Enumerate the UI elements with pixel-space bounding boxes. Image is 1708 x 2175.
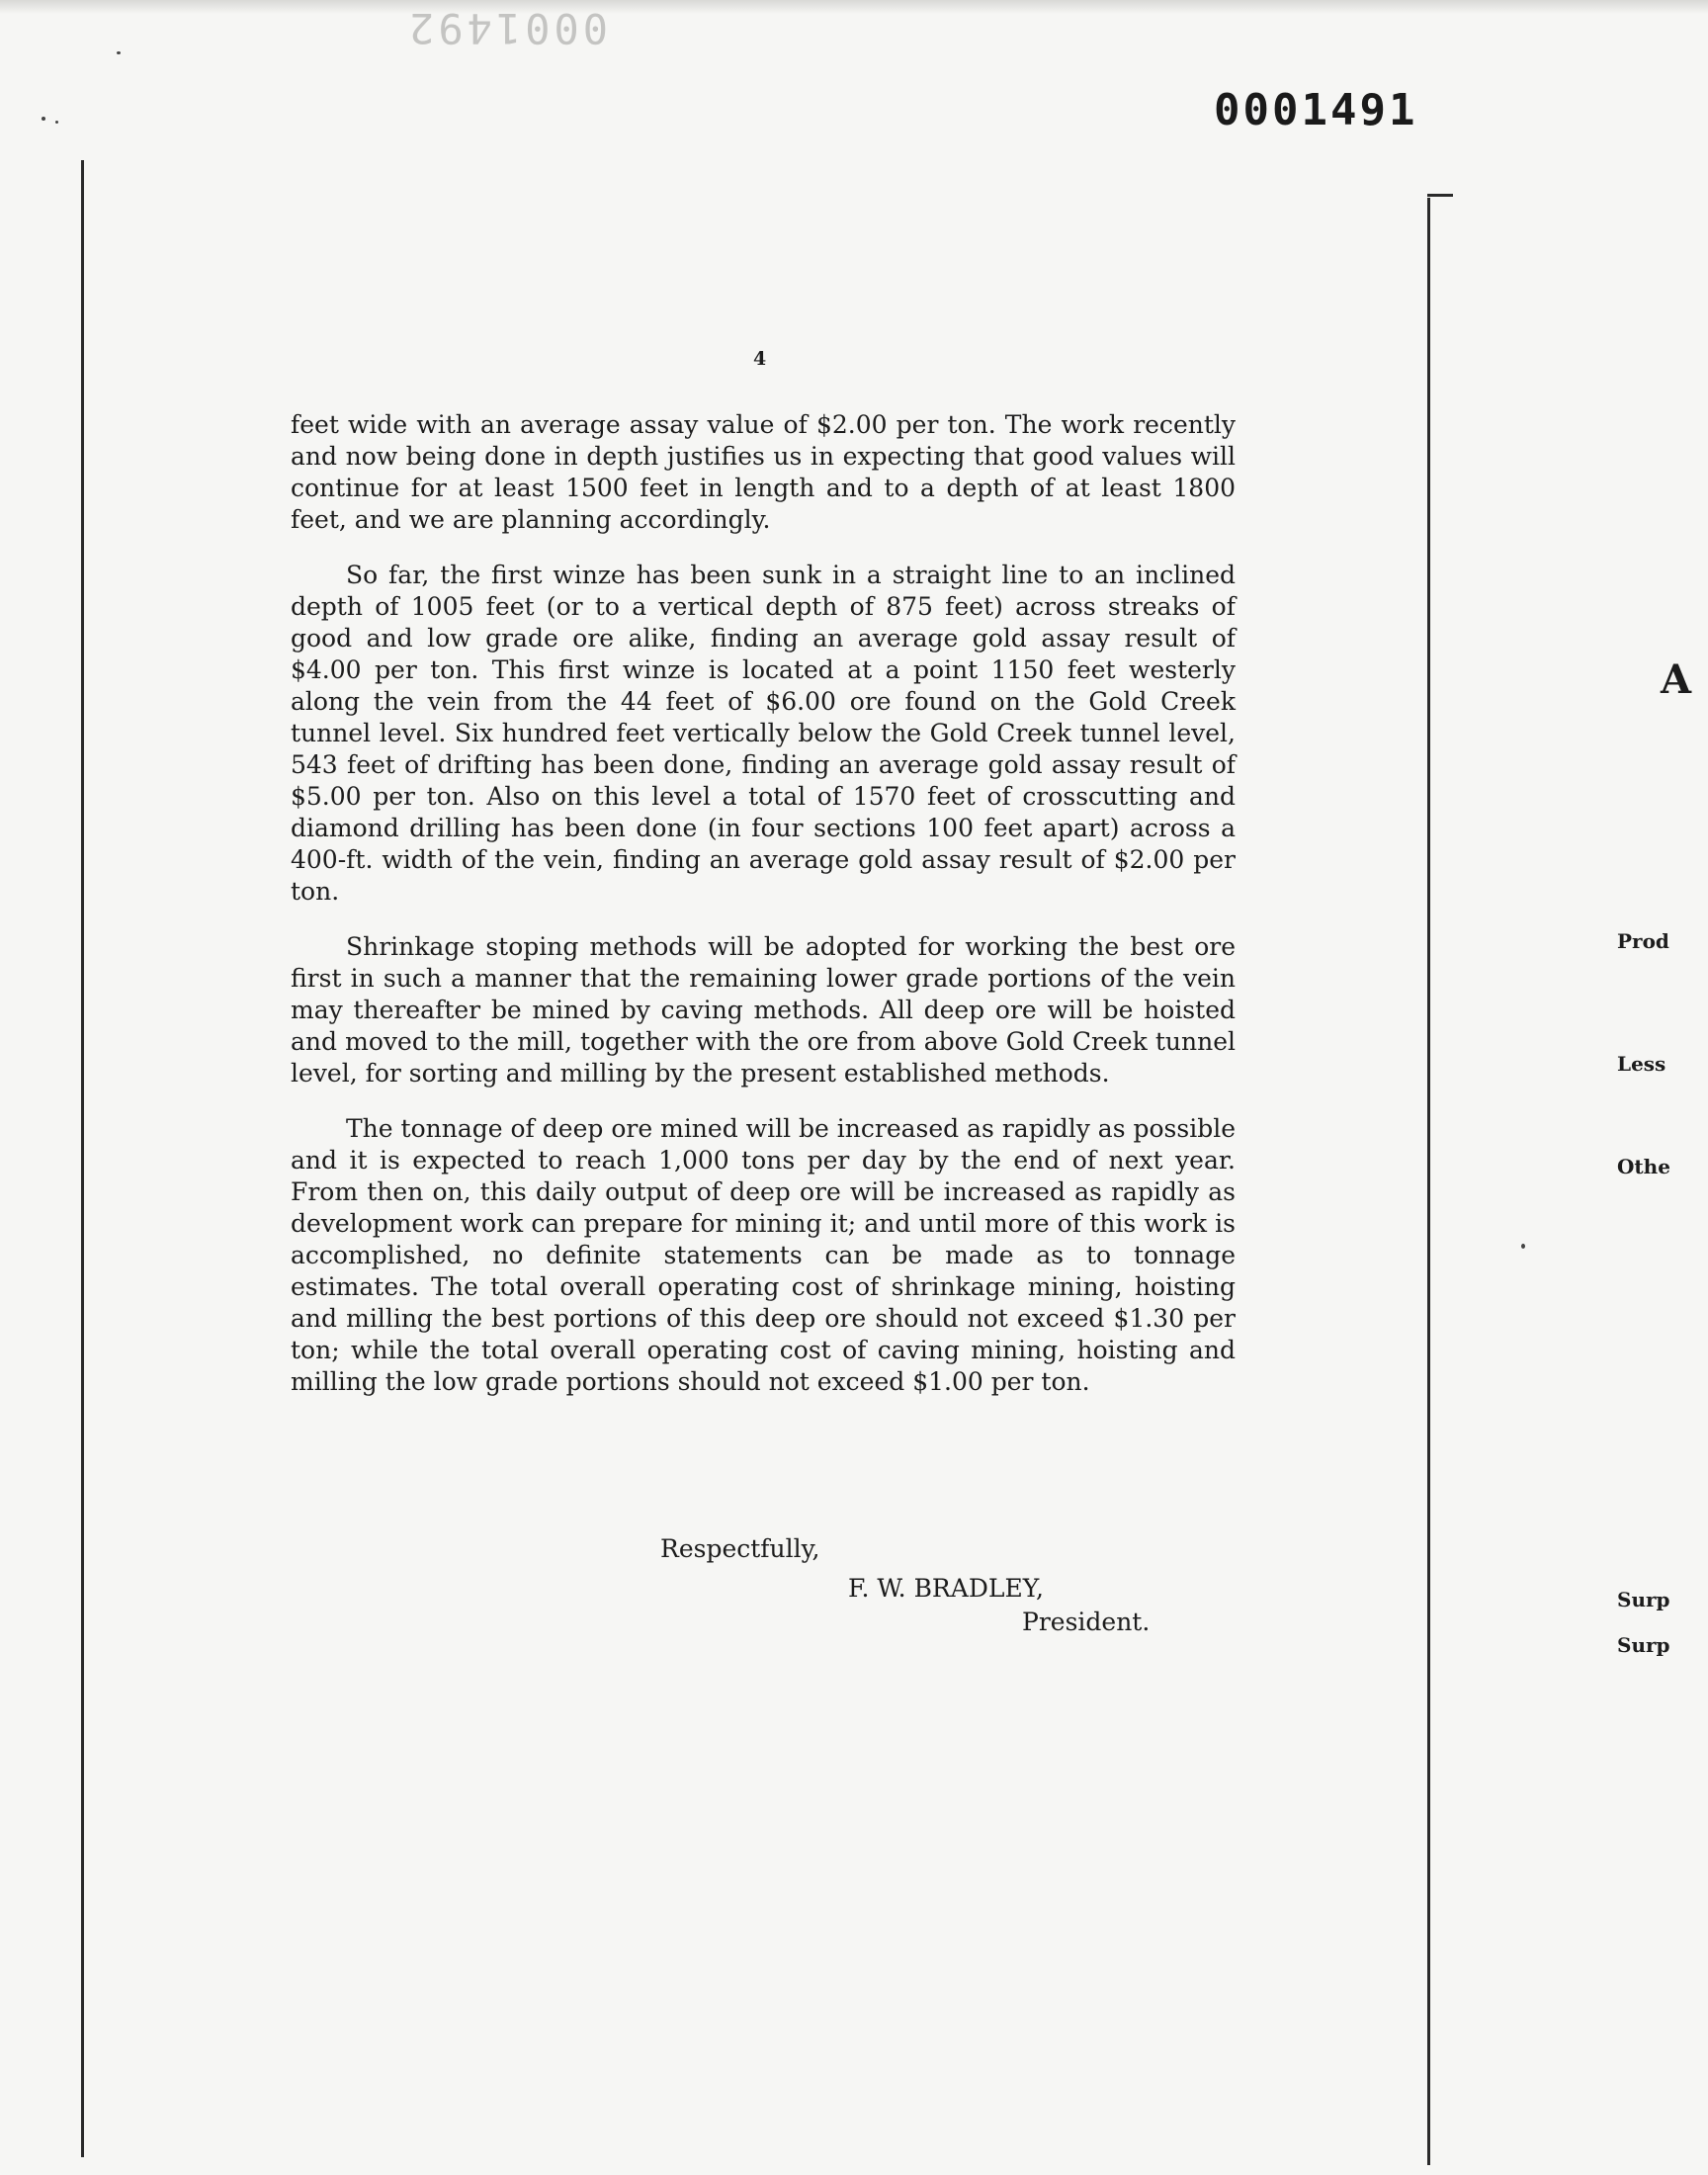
signer-name: F. W. BRADLEY, [848,1574,1044,1603]
left-margin-rule [81,160,84,2157]
scan-speck [1521,1244,1525,1249]
scan-speck [42,117,45,121]
scan-speck [117,51,121,54]
paragraph: So far, the first winze has been sunk in a straight line to an inclined depth of 1005 feet (or to a vertical depth of 875 feet) across streaks of good and low grade ore alike, finding an average gold assay result of $4.00 per ton. This first winze is located at a point 1150 feet westerly along the vein from the 44 feet of $6.00 ore found on the Gold Creek tunnel level. Six hundred feet vertically below the Gold Creek tunnel level, 543 feet of drifting has been done, finding an average gold assay result of $5.00 per ton. Also on this level a total of 1570 feet of crosscutting and diamond drilling has been done (in four sections 100 feet apart) across a 400-ft. width of the vein, finding an average gold assay result of $2.00 per ton. [291,561,1236,906]
page-number: 4 [753,348,767,370]
signer-title: President. [1022,1608,1151,1636]
adjacent-page-fragment: Surp [1617,1633,1670,1657]
faded-stamp-number: 0001492 [405,4,609,52]
adjacent-page-fragment: Surp [1617,1588,1670,1611]
right-rule-tick [1427,194,1453,197]
paragraph: The tonnage of deep ore mined will be increased as rapidly as possible and it is expected to reach 1,000 tons per day by the end of next year. From then on, this daily output of deep ore will be increased as rapidly as development work can prepare for mining it; and until more of this work is accomplished, no definite statements can be made as to tonnage estimates. The total overall operating cost of shrinkage mining, hoisting and milling the best portions of this deep ore should not exceed $1.30 per ton; while the total overall operating cost of caving mining, hoisting and milling the low grade portions should not exceed $1.00 per ton. [291,1114,1236,1396]
adjacent-page-glyph: A [1661,656,1692,703]
closing-salutation: Respectfully, [660,1534,820,1563]
adjacent-page-fragment: Less [1617,1052,1666,1076]
right-margin-rule [1427,198,1430,2165]
adjacent-page-fragment: Prod [1617,929,1669,953]
adjacent-page-fragment: Othe [1617,1155,1670,1178]
paragraph: Shrinkage stoping methods will be adopted for working the best ore first in such a manner that the remaining lower grade portions of the vein may thereafter be mined by caving methods. All deep ore will be hoisted and moved to the mill, together with the ore from above Gold Creek tunnel level, for sorting and milling by the present established methods. [291,932,1236,1088]
scan-speck [55,121,58,124]
letter-body [291,409,1236,1422]
paragraph: feet wide with an average assay value of $2.00 per ton. The work recently and now being done in depth justifies us in expecting that good values will continue for at least 1500 feet in length and to a depth of at least 1800 feet, and we are planning accordingly. [291,410,1236,534]
document-stamp-number: 0001491 [1214,85,1418,135]
scan-edge [0,0,1708,14]
